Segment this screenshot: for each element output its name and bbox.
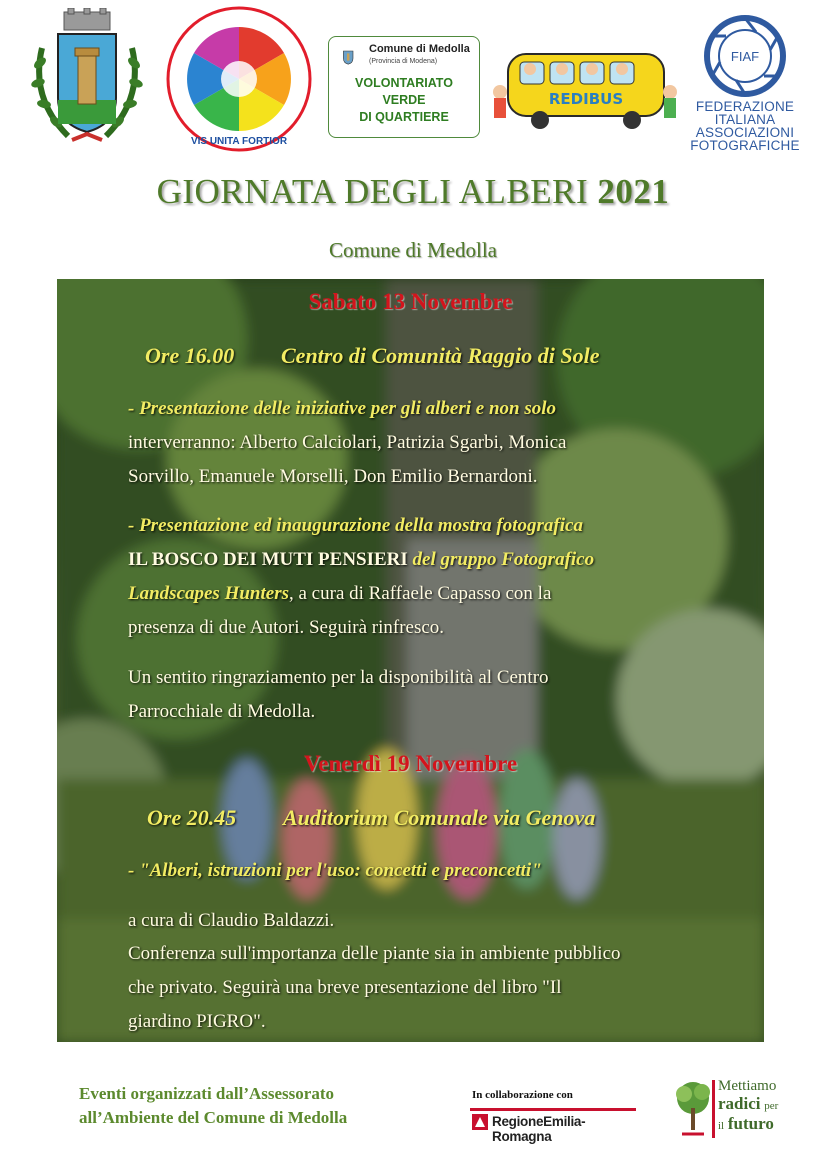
event1-item1-title: - Presentazione delle iniziative per gli alberi e non solo	[128, 398, 557, 419]
event2-date: Venerdì 19 Novembre	[303, 751, 518, 776]
fiaf-line2: ITALIANA	[714, 112, 776, 127]
exhibition-group-intro: del gruppo Fotografico	[407, 549, 595, 570]
event1-item1-speakers-cont: Sorvillo, Emanuele Morselli, Don Emilio Bernardoni.	[128, 466, 538, 487]
event1-date: Sabato 13 Novembre	[308, 289, 513, 314]
collaboration-label: In collaborazione con	[472, 1089, 573, 1101]
page-title	[0, 172, 826, 212]
event2-time: Ore 20.45	[147, 805, 237, 830]
event1-thanks-cont: Parrocchiale di Medolla.	[128, 701, 316, 722]
fiaf-aperture-icon	[686, 14, 804, 98]
fiaf-line1: FEDERAZIONE	[695, 99, 795, 114]
page-subtitle: Comune di Medolla	[329, 238, 497, 262]
event1-thanks: Un sentito ringraziamento per la disponibilità al Centro	[128, 667, 549, 688]
volontariato-comune: Comune di Medolla	[369, 43, 470, 55]
volontariato-line2: VERDE	[382, 93, 426, 107]
fiaf-line4: FOTOGRAFICHE	[690, 138, 800, 153]
regione-mark-icon	[472, 1114, 488, 1130]
event2-place: Auditorium Comunale via Genova	[283, 805, 596, 830]
volontariato-verde-logo	[328, 36, 480, 138]
event2-description: Conferenza sull'importanza delle piante sia in ambiente pubblico	[128, 943, 621, 964]
organizer-line2: all’Ambiente del Comune di Medolla	[79, 1108, 348, 1127]
regione-emilia-romagna-logo	[470, 1108, 636, 1144]
radici-word: radici	[718, 1094, 761, 1113]
il-word: il	[718, 1120, 725, 1132]
exhibition-curator: , a cura di Raffaele Capasso con la	[289, 583, 552, 604]
event1-item2-exhibition	[128, 543, 748, 577]
afs-consulta-logo	[166, 6, 312, 152]
event2-curator: a cura di Claudio Baldazzi.	[128, 910, 335, 931]
mettiamo-divider	[712, 1080, 715, 1138]
redibus-text: REDIBUS	[548, 90, 624, 108]
fiaf-logo	[686, 14, 804, 164]
futuro-word: futuro	[727, 1114, 774, 1133]
event2-title: - "Alberi, istruzioni per l'uso: concetti e preconcetti"	[128, 860, 542, 881]
fiaf-line3: ASSOCIAZIONI	[695, 125, 795, 140]
redibus-logo	[490, 40, 678, 136]
volontariato-line3: DI QUARTIERE	[359, 110, 449, 124]
volontariato-line1: VOLONTARIATO	[355, 76, 453, 90]
event-photo-panel	[57, 279, 764, 1042]
photo-group-name: Landscapes Hunters	[128, 583, 289, 604]
title-text: GIORNATA DEGLI ALBERI	[156, 172, 589, 211]
organizer-line1: Eventi organizzati dall’Assessorato	[79, 1084, 334, 1103]
medolla-small-crest-icon	[341, 43, 365, 71]
exhibition-name: IL BOSCO DEI MUTI PENSIERI	[128, 549, 408, 570]
volontariato-provincia: (Provincia di Modena)	[369, 58, 438, 65]
event1-item1-speakers: interverranno: Alberto Calciolari, Patrizia Sgarbi, Monica	[128, 432, 567, 453]
afs-motto: VIS UNITA FORTIOR	[190, 136, 288, 147]
event1-time: Ore 16.00	[145, 343, 235, 368]
event1-item2-authors: presenza di due Autori. Seguirà rinfresco.	[128, 617, 445, 638]
event1-item2-title: - Presentazione ed inaugurazione della mostra fotografica	[128, 515, 583, 536]
event2-description-end: giardino PIGRO".	[128, 1011, 266, 1032]
event1-item2-group	[128, 577, 748, 611]
tree-icon	[672, 1078, 714, 1140]
medolla-crest-logo	[28, 8, 146, 160]
fiaf-badge-text: FIAF	[730, 49, 760, 64]
mettiamo-word: Mettiamo	[718, 1078, 777, 1094]
organizer-note	[79, 1082, 347, 1130]
per-word: per	[764, 1100, 779, 1112]
regione-red-bar	[470, 1108, 636, 1111]
regione-name: RegioneEmilia-Romagna	[492, 1114, 586, 1144]
title-year: 2021	[597, 172, 670, 211]
mettiamo-radici-logo	[672, 1078, 806, 1140]
event2-description-cont: che privato. Seguirà una breve presentazione del libro "Il	[128, 977, 562, 998]
event1-place: Centro di Comunità Raggio di Sole	[281, 343, 600, 368]
